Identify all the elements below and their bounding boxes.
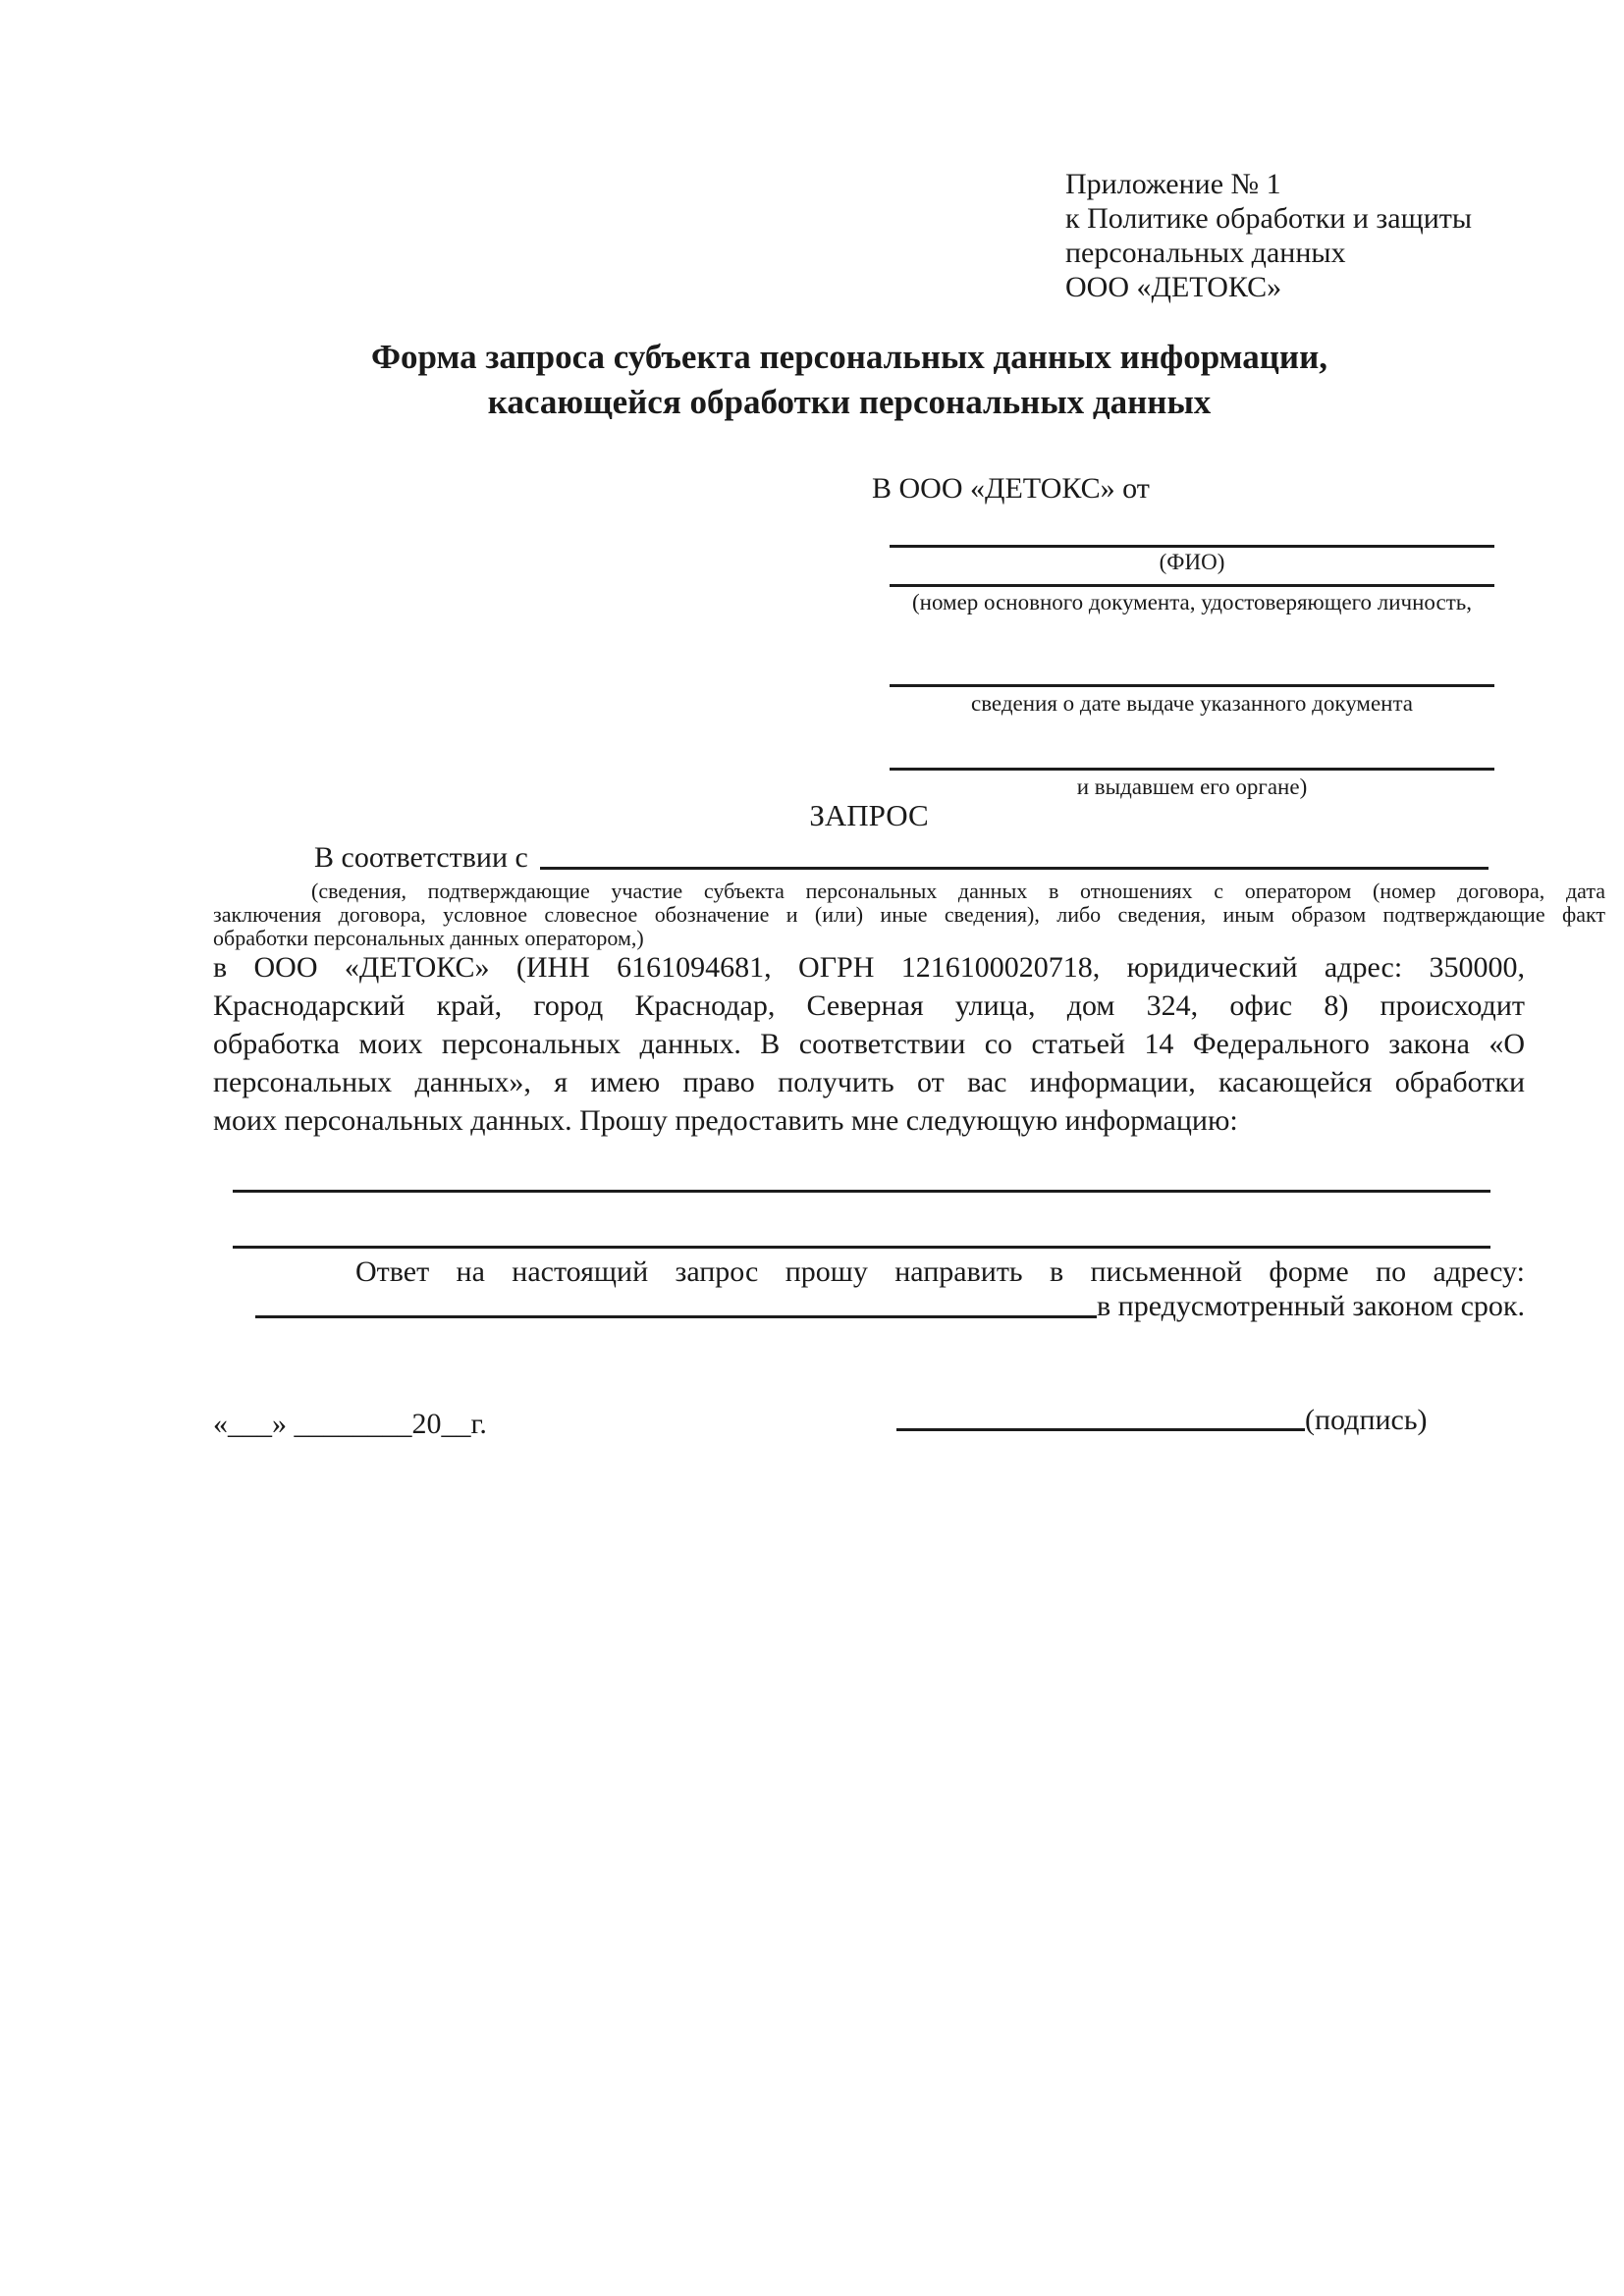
- body-line: в ООО «ДЕТОКС» (ИНН 6161094681, ОГРН 1216100020718, юридический адрес: 350000,: [213, 951, 1525, 984]
- response-deadline-text: в предусмотренный законом срок.: [1097, 1290, 1525, 1322]
- footnote-line: (сведения, подтверждающие участие субъекта персональных данных в отношениях с оператором (номер договора, дата: [311, 879, 1605, 903]
- appendix-header-line: к Политике обработки и защиты: [1065, 202, 1473, 235]
- signature-caption: (подпись): [1305, 1404, 1428, 1436]
- appendix-header: [1065, 167, 1472, 304]
- request-heading: ЗАПРОС: [809, 798, 929, 832]
- information-blank-line-2: [233, 1246, 1490, 1249]
- according-to-row: [314, 841, 1489, 875]
- addressee-label: В ООО «ДЕТОКС» от: [872, 472, 1150, 505]
- information-blank-line-1: [233, 1190, 1490, 1193]
- response-address-row: [213, 1290, 1525, 1323]
- issue-date-blank-line: [890, 684, 1494, 687]
- document-title-line: Форма запроса субъекта персональных данных информации,: [370, 338, 1328, 376]
- document-title-line: касающейся обработки персональных данных: [487, 383, 1212, 421]
- according-to-blank-line: [540, 867, 1489, 870]
- fio-caption: (ФИО): [1159, 550, 1225, 574]
- fio-blank-line: [890, 545, 1494, 548]
- footnote: [213, 880, 1605, 950]
- body-line: моих персональных данных. Прошу предоставить мне следующую информацию:: [213, 1104, 1238, 1137]
- footnote-line: обработки персональных данных оператором,): [213, 926, 644, 950]
- body-paragraph: [213, 948, 1525, 1140]
- appendix-header-line: Приложение № 1: [1065, 168, 1281, 200]
- signature-row: [896, 1404, 1428, 1437]
- body-line: персональных данных», я имею право получить от вас информации, касающейся обработки: [213, 1066, 1525, 1098]
- body-line: Краснодарский край, город Краснодар, Северная улица, дом 324, офис 8) происходит: [213, 989, 1525, 1022]
- according-to-label: В соответствии с: [314, 841, 528, 874]
- signature-blank-line: [896, 1428, 1305, 1431]
- issue-date-caption: сведения о дате выдаче указанного документа: [970, 691, 1414, 716]
- issuing-authority-blank-line: [890, 768, 1494, 771]
- document-title: [177, 335, 1522, 425]
- date-blank: «___» ________20__г.: [213, 1408, 487, 1440]
- issuing-authority-caption: и выдавшем его органе): [1076, 774, 1308, 799]
- response-address-sentence: Ответ на настоящий запрос прошу направить в письменной форме по адресу:: [355, 1255, 1525, 1288]
- document-number-blank-line: [890, 584, 1494, 587]
- appendix-header-line: персональных данных: [1065, 237, 1346, 269]
- document-number-caption: (номер основного документа, удостоверяющего личность,: [911, 590, 1472, 614]
- response-address-blank-line: [255, 1315, 1097, 1318]
- footnote-line: заключения договора, условное словесное обозначение и (или) иные сведения), либо сведения, иным образом подтверждающие факт: [213, 902, 1605, 927]
- body-line: обработка моих персональных данных. В соответствии со статьей 14 Федерального закона «О: [213, 1028, 1525, 1060]
- appendix-header-line: ООО «ДЕТОКС»: [1065, 271, 1282, 303]
